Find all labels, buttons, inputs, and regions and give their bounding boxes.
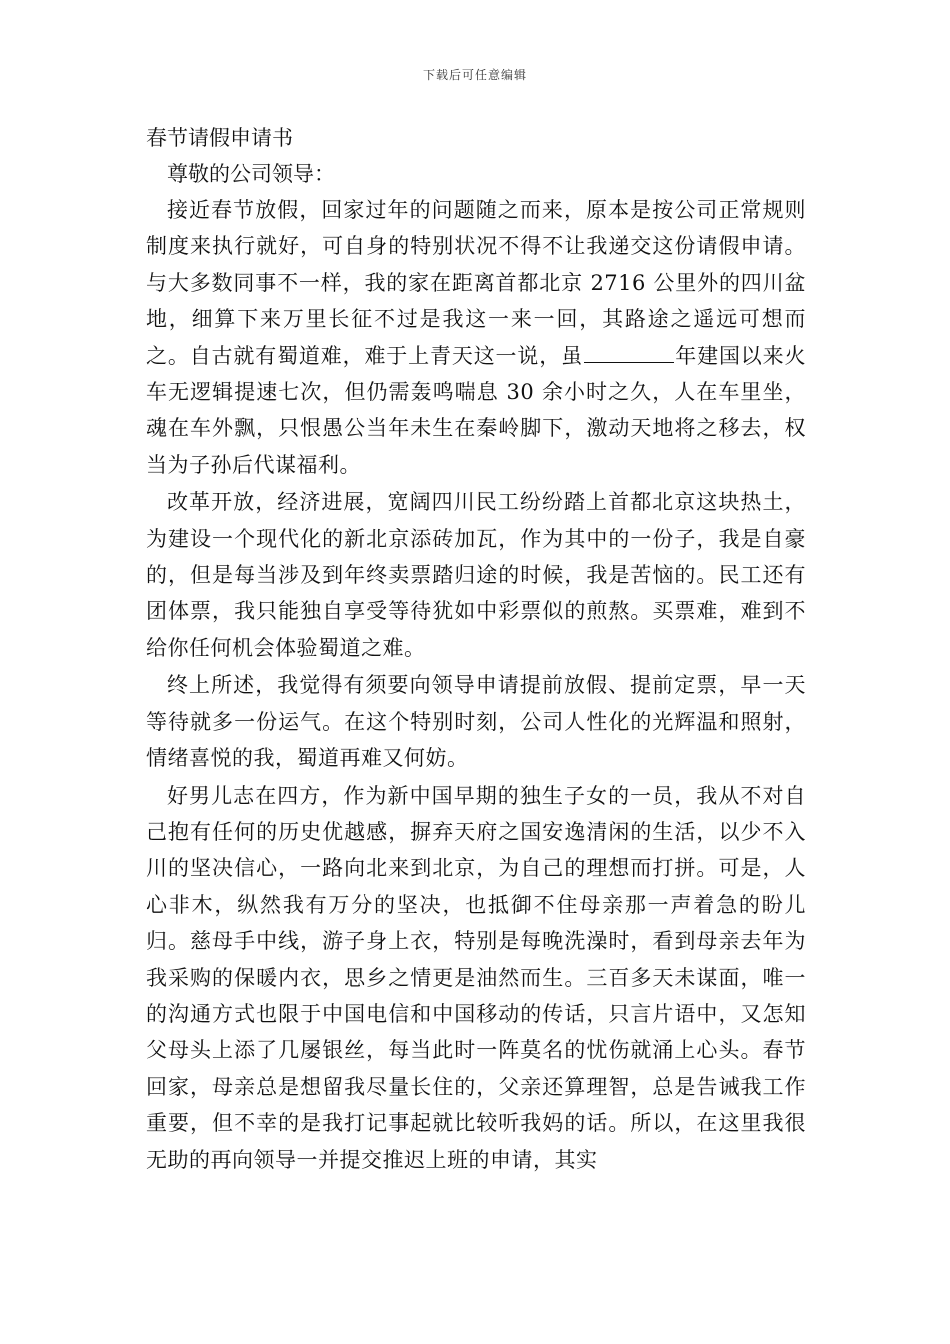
salutation: 尊敬的公司领导：	[167, 162, 335, 186]
header-note: 下载后可任意编辑	[422, 68, 527, 82]
paragraph-1	[146, 192, 806, 483]
document-title: 春节请假申请书	[146, 126, 293, 150]
document-body	[146, 120, 806, 1178]
fill-in-blank	[584, 342, 674, 363]
paragraph-1-part-b: 年建国以来火车无逻辑提速七次，但仍需轰鸣喘息 30 余小时之久，人在车里坐，魂在车外飘，只恨愚公当年未生在秦岭脚下，激动天地将之移去，权当为子孙后代谋福利。	[146, 343, 806, 477]
paragraph-1-part-a: 接近春节放假，回家过年的问题随之而来，原本是按公司正常规则制度来执行就好，可自身的特别状况不得不让我递交这份请假申请。与大多数同事不一样，我的家在距离首都北京 2716 公里外的四川盆地，细算下来万里长征不过是我这一来一回，其路途之遥远可想而之。自古就有蜀道难，难于上青天这一说，虽	[146, 198, 806, 368]
paragraph-2: 改革开放，经济进展，宽阔四川民工纷纷踏上首都北京这块热土，为建设一个现代化的新北京添砖加瓦，作为其中的一份子，我是自豪的，但是每当涉及到年终卖票踏归途的时候，我是苦恼的。民工还有团体票，我只能独自享受等待犹如中彩票似的煎熬。买票难，难到不给你任何机会体验蜀道之难。	[146, 490, 806, 660]
paragraph-4: 好男儿志在四方，作为新中国早期的独生子女的一员，我从不对自己抱有任何的历史优越感，摒弃天府之国安逸清闲的生活，以少不入川的坚决信心，一路向北来到北京，为自己的理想而打拼。可是，人心非木，纵然我有万分的坚决，也抵御不住母亲那一声着急的盼儿归。慈母手中线，游子身上衣，特别是每晚洗澡时，看到母亲去年为我采购的保暖内衣，思乡之情更是油然而生。三百多天未谋面，唯一的沟通方式也限于中国电信和中国移动的传话，只言片语中，又怎知父母头上添了几屡银丝，每当此时一阵莫名的忧伤就涌上心头。春节回家，母亲总是想留我尽量长住的，父亲还算理智，总是告诫我工作重要，但不幸的是我打记事起就比较听我妈的话。所以，在这里我很无助的再向领导一并提交推迟上班的申请，其实	[146, 783, 806, 1172]
paragraph-3: 终上所述，我觉得有须要向领导申请提前放假、提前定票，早一天等待就多一份运气。在这个特别时刻，公司人性化的光辉温和照射，情绪喜悦的我，蜀道再难又何妨。	[146, 673, 806, 771]
